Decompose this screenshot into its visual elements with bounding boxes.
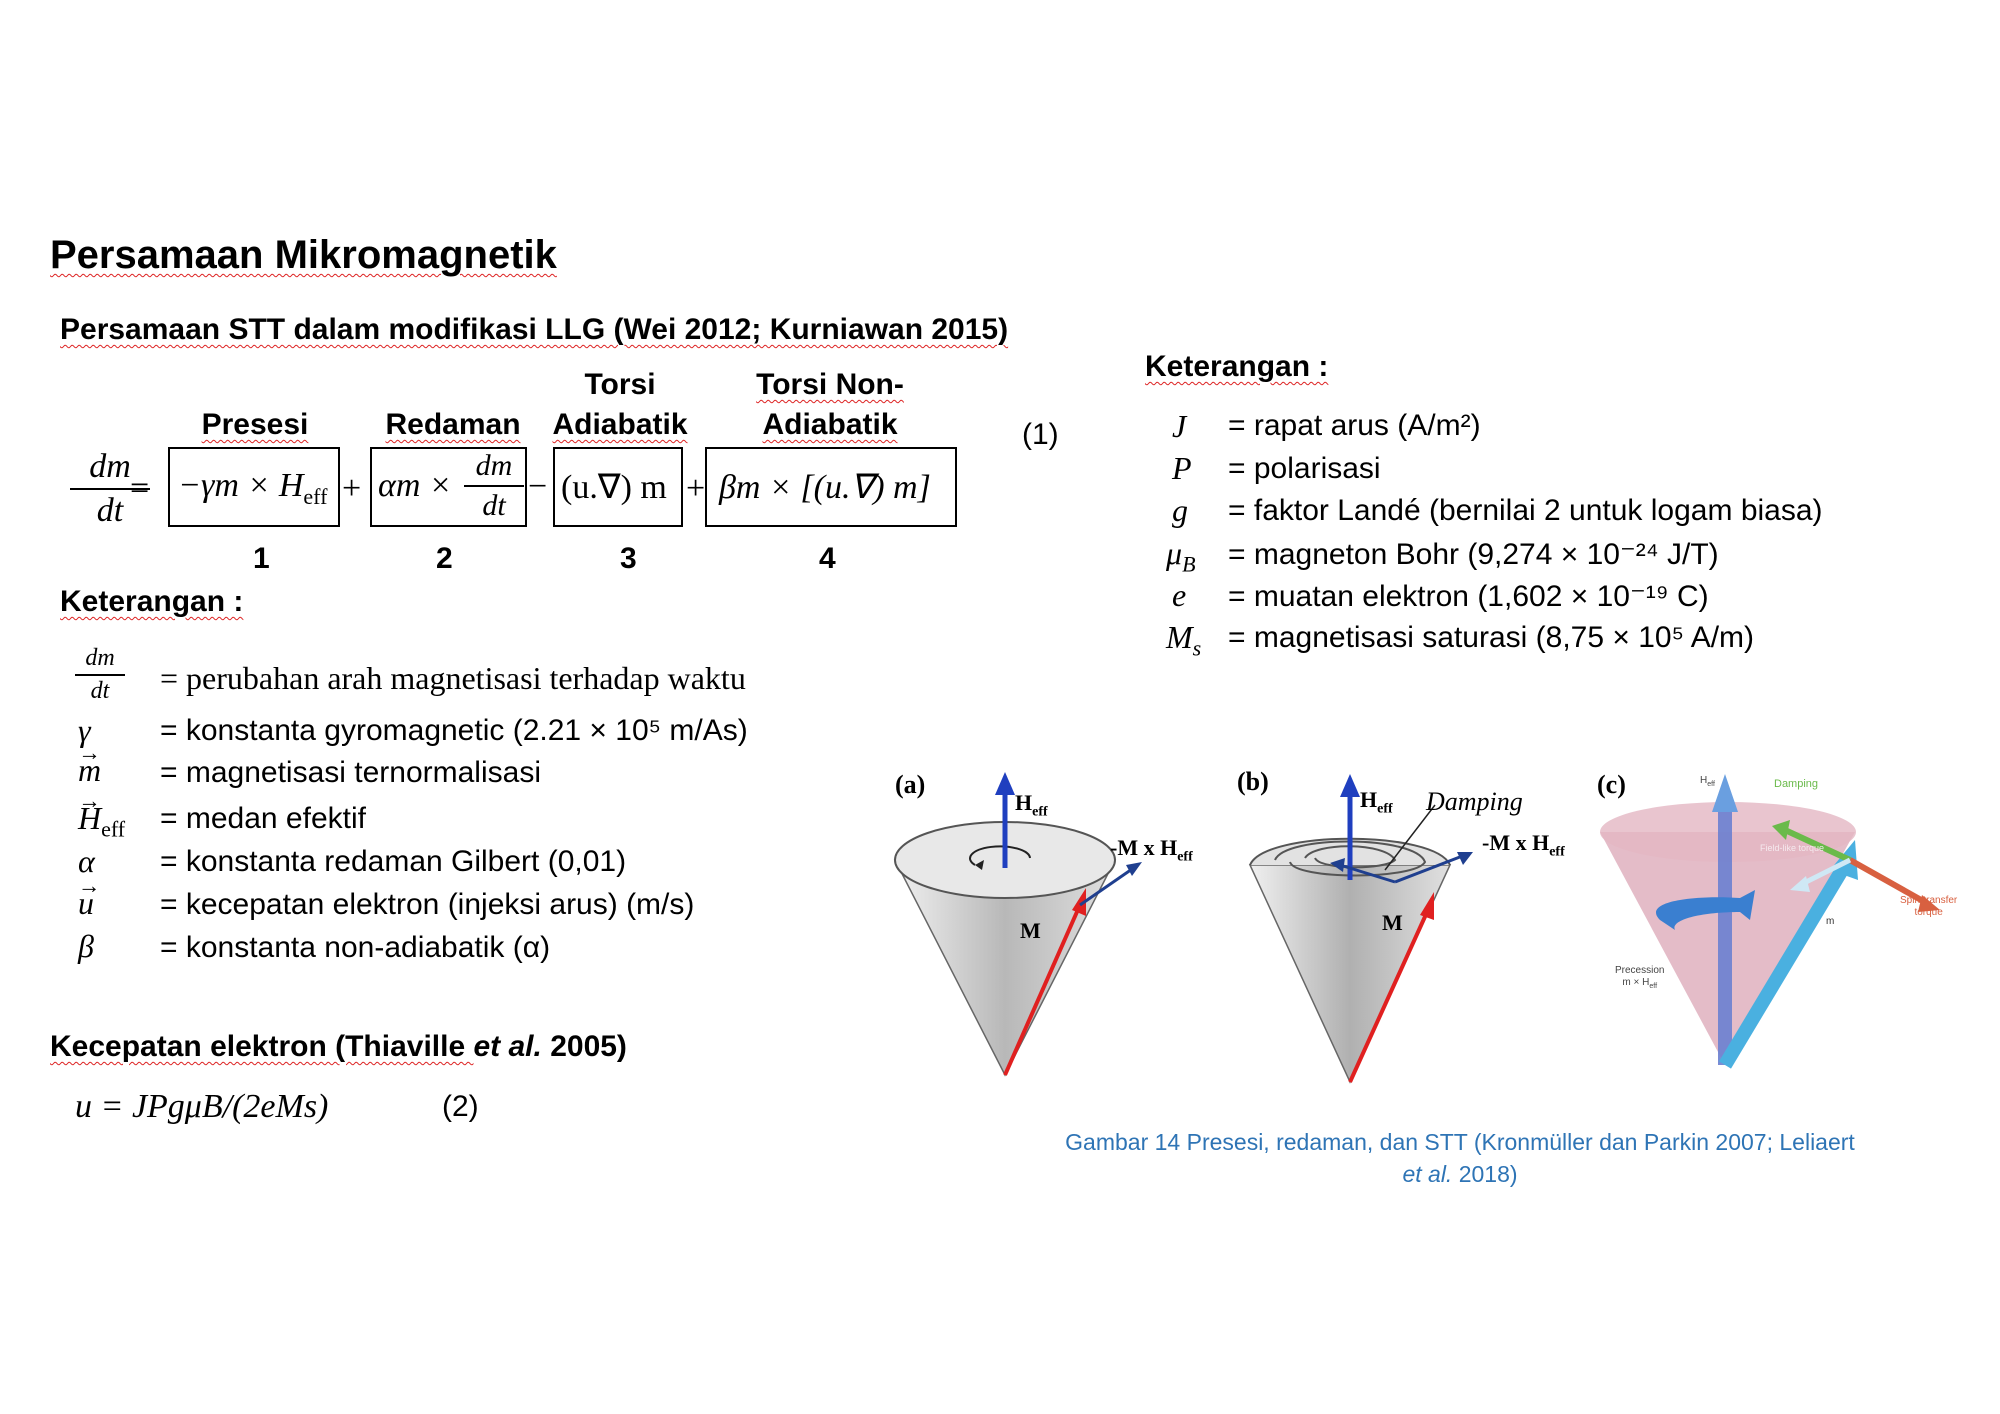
damping-label-b: Damping bbox=[1426, 787, 1523, 816]
term-4-text: βm × [(u.∇) m] bbox=[719, 469, 931, 506]
term-box-3 bbox=[553, 447, 683, 527]
term-3-text: (u.∇) m bbox=[561, 469, 667, 506]
def-beta: = konstanta non-adiabatik (α) bbox=[160, 931, 551, 964]
def-alpha: = konstanta redaman Gilbert (0,01) bbox=[160, 845, 627, 878]
term-2-fraction: $\frac{dm}{dt}$ bbox=[464, 449, 524, 523]
damping-cone-diagram bbox=[1235, 770, 1595, 1100]
equals-sign: = bbox=[130, 470, 150, 507]
def-u: = kecepatan elektron (injeksi arus) (m/s) bbox=[160, 888, 695, 921]
term-box-4 bbox=[705, 447, 957, 527]
symbol-alpha: α bbox=[78, 843, 95, 879]
c-spin-transfer-label: Spin-transfer torque bbox=[1900, 895, 1958, 918]
mxh-label-a: -M x $H_{eff}$ bbox=[1110, 835, 1193, 865]
figure-caption: Gambar 14 Presesi, redaman, dan STT (Kronmüller dan Parkin 2007; Leliaert et al. 2018) bbox=[1065, 1129, 1855, 1187]
stt-cone-diagram bbox=[1600, 770, 1980, 1080]
lhs-denominator: dt bbox=[96, 492, 124, 529]
label-torsi-non: Torsi Non- bbox=[756, 368, 904, 401]
symbol-Ms: $M_s$ bbox=[1166, 619, 1202, 661]
c-heff-label: $H_{eff}$ bbox=[1700, 775, 1715, 788]
c-fieldlike-label: Field-like torque bbox=[1760, 843, 1825, 853]
subtitle: Persamaan STT dalam modifikasi LLG (Wei 2012; Kurniawan 2015) bbox=[60, 313, 1009, 346]
c-damping-label: Damping bbox=[1774, 778, 1819, 790]
term-box-1 bbox=[168, 447, 340, 527]
panel-b-tag: (b) bbox=[1237, 767, 1269, 796]
def-heff: = medan efektif bbox=[160, 802, 366, 835]
def-dmdt: = perubahan arah magnetisasi terhadap waktu bbox=[160, 660, 746, 696]
term-box-2 bbox=[370, 447, 527, 527]
c-m-label: m bbox=[1826, 916, 1835, 927]
term-number-2: 2 bbox=[436, 542, 453, 575]
panel-a-tag: (a) bbox=[895, 770, 926, 799]
keterangan-left-heading: Keterangan : bbox=[60, 585, 244, 618]
def-J: = rapat arus (A/m²) bbox=[1228, 409, 1481, 442]
heff-label-b: $H_{eff}$ bbox=[1360, 787, 1393, 817]
def-gamma: = konstanta gyromagnetic (2.21 × 10⁵ m/As) bbox=[160, 714, 748, 747]
minus-sign: − bbox=[528, 468, 548, 505]
term-number-3: 3 bbox=[620, 542, 637, 575]
velocity-formula: u = JPgμB/(2eMs) bbox=[75, 1088, 329, 1125]
def-m: = magnetisasi ternormalisasi bbox=[160, 756, 541, 789]
term-2-text: αm × bbox=[378, 467, 452, 504]
plus-1: + bbox=[342, 470, 362, 507]
label-torsi-1: Torsi bbox=[584, 368, 656, 401]
m-label-b: M bbox=[1382, 910, 1403, 935]
def-g: = faktor Landé (bernilai 2 untuk logam biasa) bbox=[1228, 494, 1823, 527]
c-precession-label: Precession $m \times H_{eff}$ bbox=[1615, 965, 1665, 990]
heff-label-a: $H_{eff}$ bbox=[1015, 790, 1048, 820]
symbol-u: → u bbox=[78, 885, 94, 922]
page-title: Persamaan Mikromagnetik bbox=[50, 233, 557, 277]
equation-number-1: (1) bbox=[1022, 418, 1059, 451]
def-P: = polarisasi bbox=[1228, 452, 1381, 485]
symbol-g: g bbox=[1172, 492, 1188, 528]
symbol-heff: → $H_{eff}$ bbox=[78, 800, 125, 842]
symbol-m: → m bbox=[78, 752, 101, 789]
lhs-numerator: dm bbox=[70, 448, 150, 490]
label-presesi: Presesi bbox=[201, 408, 309, 441]
symbol-J: J bbox=[1172, 408, 1187, 444]
mxh-label-b: -M x $H_{eff}$ bbox=[1482, 830, 1565, 860]
def-Ms: = magnetisasi saturasi (8,75 × 10⁵ A/m) bbox=[1228, 621, 1755, 654]
precession-cone-diagram bbox=[890, 770, 1230, 1100]
label-adiabatik-2: Adiabatik bbox=[762, 408, 898, 441]
symbol-beta: β bbox=[78, 928, 94, 964]
symbol-P: P bbox=[1172, 450, 1192, 486]
keterangan-right-heading: Keterangan : bbox=[1145, 350, 1329, 383]
label-adiabatik-1: Adiabatik bbox=[552, 408, 688, 441]
label-redaman: Redaman bbox=[385, 408, 521, 441]
plus-2: + bbox=[686, 470, 706, 507]
def-e: = muatan elektron (1,602 × 10⁻¹⁹ C) bbox=[1228, 580, 1709, 613]
symbol-e: e bbox=[1172, 577, 1187, 613]
def-muB: = magneton Bohr (9,274 × 10⁻²⁴ J/T) bbox=[1228, 538, 1719, 571]
term-number-1: 1 bbox=[253, 542, 270, 575]
m-label-a: M bbox=[1020, 918, 1041, 943]
equation-number-2: (2) bbox=[442, 1090, 479, 1123]
symbol-muB: $\mu_B$ bbox=[1166, 535, 1196, 577]
symbol-gamma: γ bbox=[78, 712, 91, 748]
symbol-dmdt: $\frac{dm}{dt}$ bbox=[75, 645, 125, 705]
term-1-text: $-\gamma m \times H_{eff}$ bbox=[178, 467, 328, 509]
velocity-heading: Kecepatan elektron (Thiaville et al. 2005) bbox=[50, 1030, 627, 1063]
panel-c-tag: (c) bbox=[1597, 770, 1626, 799]
term-number-4: 4 bbox=[819, 542, 836, 575]
